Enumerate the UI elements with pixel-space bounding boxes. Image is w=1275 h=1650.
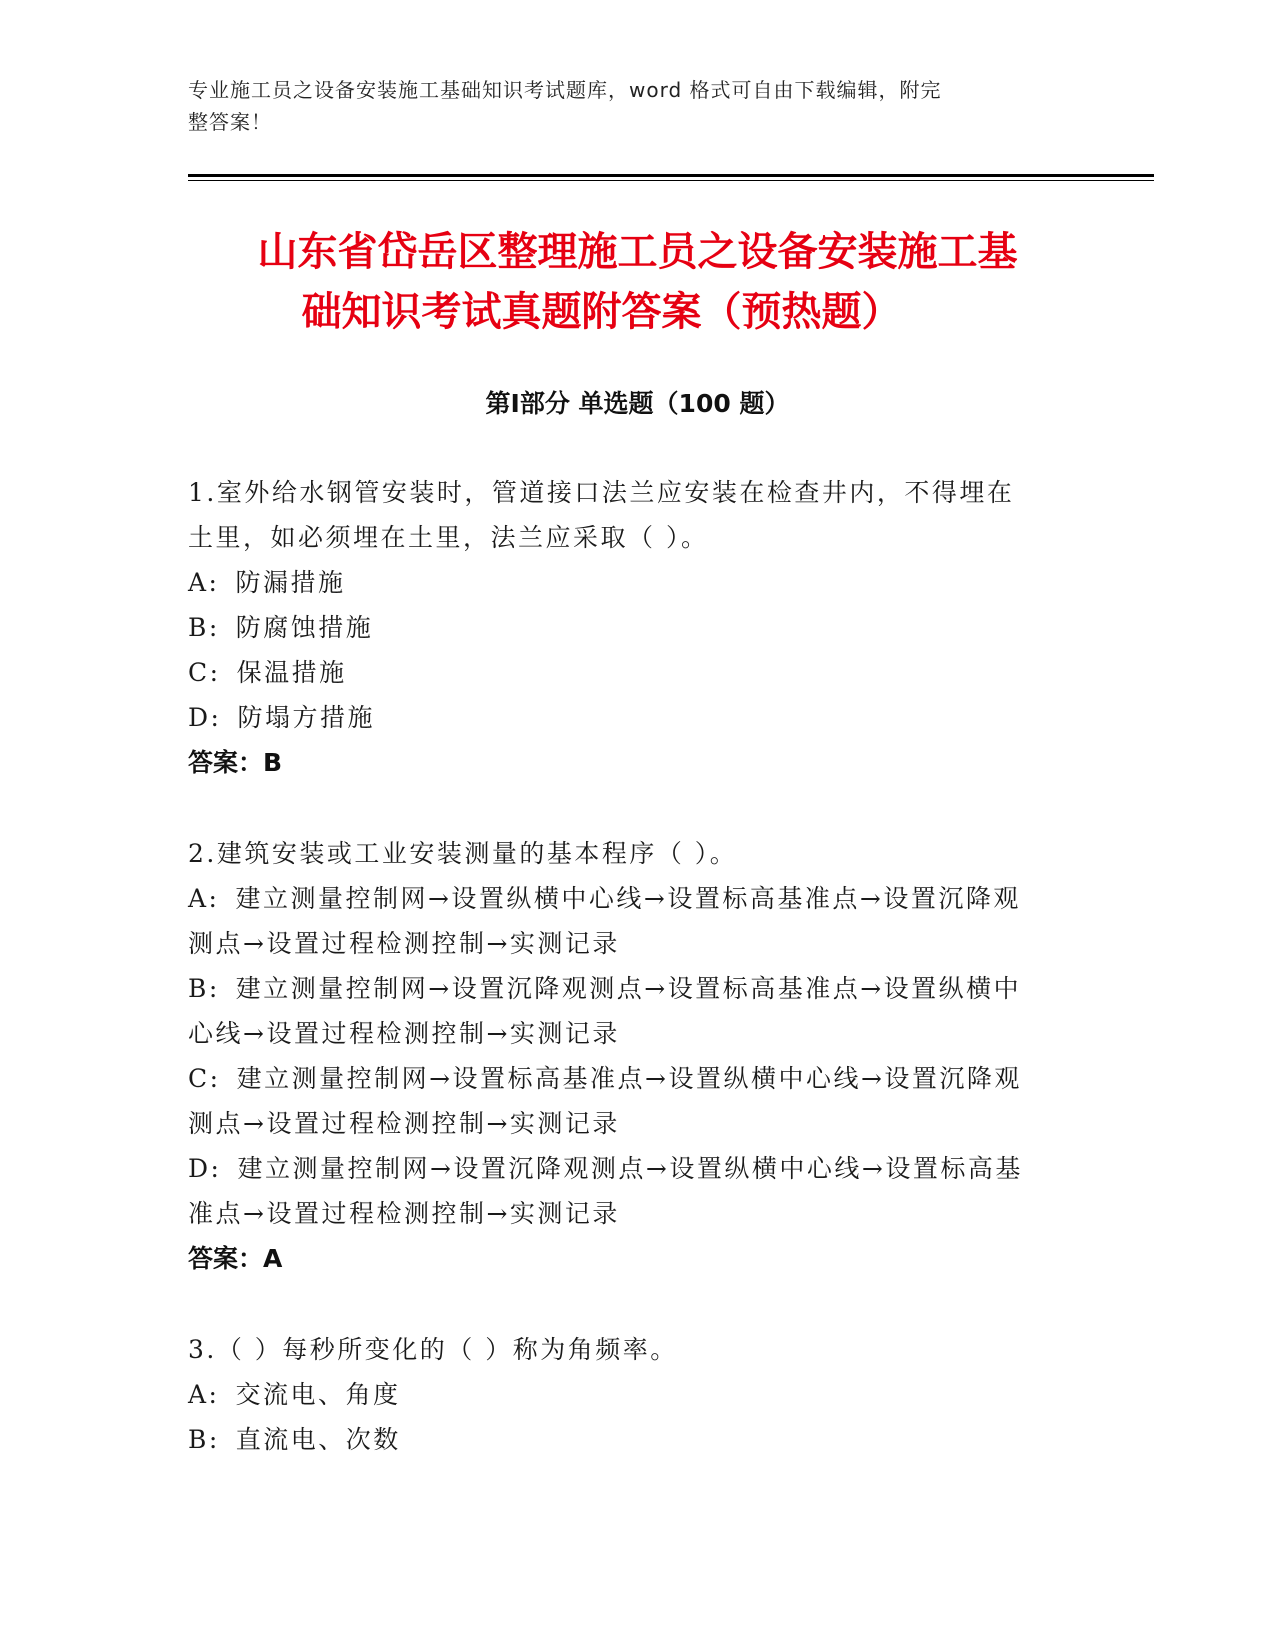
option-label: D: [188,1154,222,1183]
question-2 [188,831,1088,1281]
option-label: A: [188,568,220,597]
option-label: B: [188,974,220,1003]
document-title-line-1: 山东省岱岳区整理施工员之设备安装施工基 [257,229,1018,275]
document-title [0,222,1275,342]
option-text: 防腐蚀措施 [235,613,374,642]
question-list [188,470,1088,1508]
option-c-continued: 测点→设置过程检测控制→实测记录 [188,1109,620,1138]
option-text: 保温措施 [236,658,347,687]
question-stem-line: 2.建筑安装或工业安装测量的基本程序（ ）。 [188,839,738,868]
option-b [188,605,1088,650]
header-note-line-1: 专业施工员之设备安装施工基础知识考试题库，word 格式可自由下载编辑，附完 [188,78,942,102]
option-c [188,1056,1088,1101]
option-label: A: [188,884,220,913]
option-text: 建立测量控制网→设置沉降观测点→设置标高基准点→设置纵横中 [235,974,1022,1003]
header-divider-thick [188,174,1154,177]
option-text: 直流电、次数 [235,1425,401,1454]
option-text: 交流电、角度 [235,1380,401,1409]
option-b-continued: 心线→设置过程检测控制→实测记录 [188,1019,620,1048]
header-divider-thin [188,180,1154,181]
option-label: A: [188,1380,220,1409]
answer: 答案：A [188,1244,283,1273]
option-d [188,695,1088,740]
option-text: 建立测量控制网→设置标高基准点→设置纵横中心线→设置沉降观 [236,1064,1022,1093]
section-title: 第Ⅰ部分 单选题（100 题） [485,389,790,418]
option-d-continued: 准点→设置过程检测控制→实测记录 [188,1199,620,1228]
option-label: C: [188,658,221,687]
option-text: 防塌方措施 [237,703,375,732]
question-3 [188,1327,1088,1462]
option-c [188,650,1088,695]
option-label: D: [188,703,222,732]
question-1 [188,470,1088,785]
question-stem-line: 1.室外给水钢管安装时，管道接口法兰应安装在检查井内，不得埋在 [188,478,1015,507]
option-b [188,1417,1088,1462]
option-text: 防漏措施 [235,568,346,597]
question-stem-line: 3.（ ）每秒所变化的（ ）称为角频率。 [188,1335,678,1364]
answer: 答案：B [188,748,283,777]
question-stem-line: 土里，如必须埋在土里，法兰应采取（ ）。 [188,523,709,552]
option-a-continued: 测点→设置过程检测控制→实测记录 [188,929,620,958]
option-text: 建立测量控制网→设置沉降观测点→设置纵横中心线→设置标高基 [237,1154,1023,1183]
option-label: B: [188,1425,220,1454]
header-note-line-2: 整答案！ [188,110,272,134]
option-a [188,876,1088,921]
option-a [188,560,1088,605]
document-title-line-2: 础知识考试真题附答案（预热题） [301,289,902,335]
option-label: B: [188,613,220,642]
option-text: 建立测量控制网→设置纵横中心线→设置标高基准点→设置沉降观 [235,884,1021,913]
option-label: C: [188,1064,221,1093]
option-a [188,1372,1088,1417]
header-note [188,74,1088,138]
option-d [188,1146,1088,1191]
option-b [188,966,1088,1011]
